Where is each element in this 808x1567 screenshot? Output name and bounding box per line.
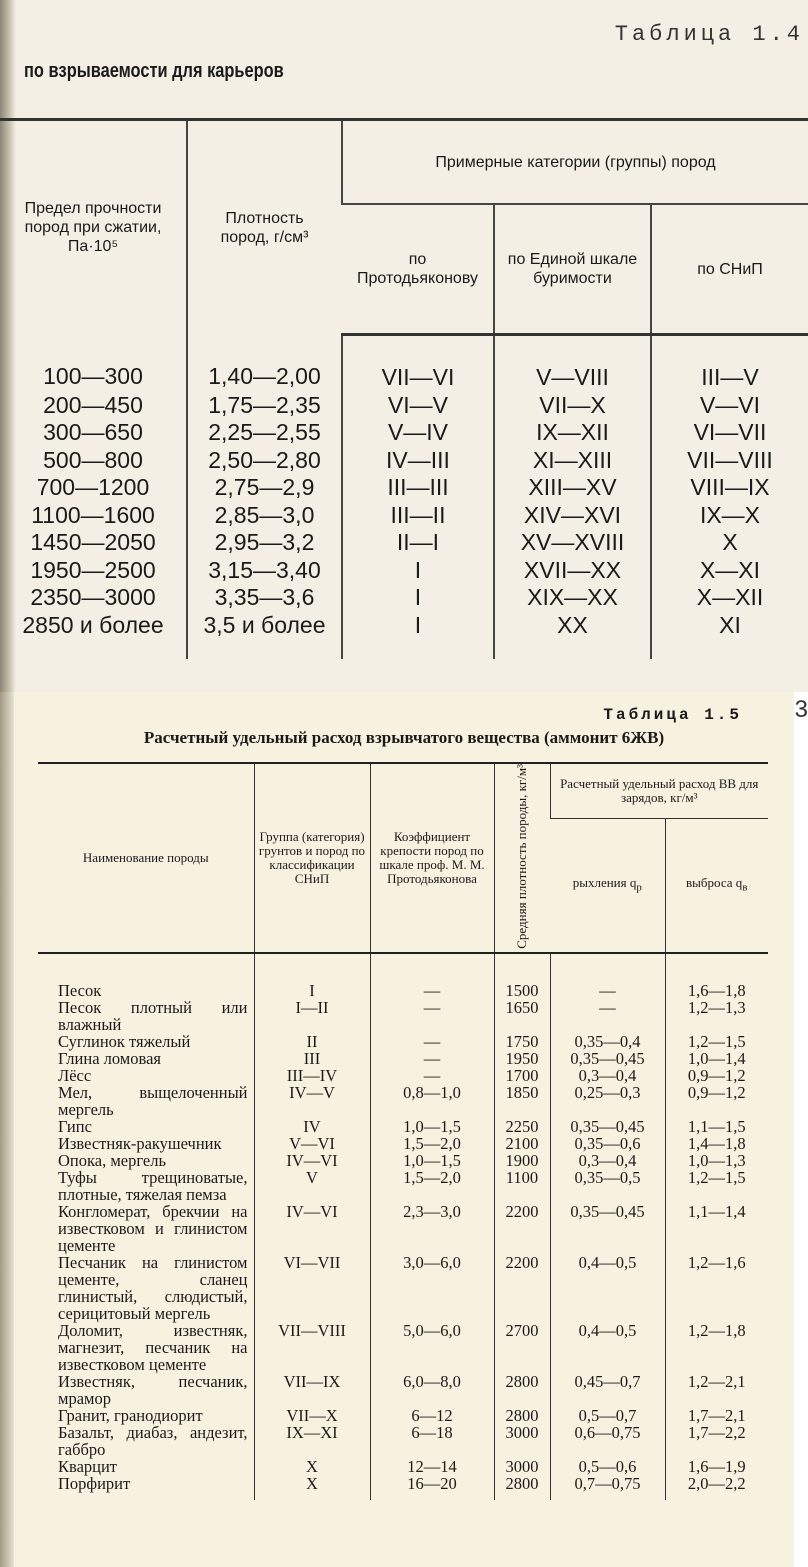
cell-drillability: IX—XII bbox=[494, 419, 651, 447]
cell-strength: 2850 и более bbox=[22, 611, 164, 638]
cell-rock-name: Песок bbox=[58, 980, 102, 1000]
table-row bbox=[38, 1152, 768, 1169]
table-1-4-body bbox=[0, 335, 808, 660]
cell-loosening: 0,3—0,4 bbox=[550, 1067, 665, 1084]
cell-strength-coef: — bbox=[370, 1033, 494, 1050]
cell-loosening: — bbox=[550, 953, 665, 999]
table-1-4-page bbox=[0, 0, 808, 692]
cell-protodyakonov: I bbox=[342, 584, 494, 612]
cell-protodyakonov: II—I bbox=[342, 529, 494, 557]
cell-snip: X—XII bbox=[651, 584, 808, 612]
cell-drillability: XX bbox=[494, 612, 651, 660]
cell-strength-coef: 3,0—6,0 bbox=[370, 1254, 494, 1322]
header-ejection-text: выброса q bbox=[686, 875, 743, 891]
cell-drillability: VII—X bbox=[494, 392, 651, 420]
cell-snip: X—XI bbox=[651, 557, 808, 585]
cell-drillability: XIV—XVI bbox=[494, 502, 651, 530]
table-1-5-page bbox=[14, 692, 794, 1567]
cell-avg-density: 2800 bbox=[494, 1407, 550, 1424]
cell-snip: VIII—IX bbox=[651, 474, 808, 502]
cell-snip-group: IV—VI bbox=[254, 1152, 370, 1169]
cell-rock-name: Базальт, диабаз, андезит, габбро bbox=[58, 1422, 248, 1459]
cell-snip-group: IX—XI bbox=[254, 1424, 370, 1458]
table-row bbox=[0, 447, 808, 475]
cell-rock-name: Гранит, гранодиорит bbox=[58, 1405, 203, 1425]
table-row bbox=[38, 1067, 768, 1084]
table-1-5-body bbox=[38, 953, 768, 1500]
cell-avg-density: 1650 bbox=[494, 999, 550, 1033]
cell-strength-coef: 1,0—1,5 bbox=[370, 1152, 494, 1169]
cell-protodyakonov: VII—VI bbox=[342, 335, 494, 392]
cell-avg-density: 1500 bbox=[494, 953, 550, 999]
cell-drillability: V—VIII bbox=[494, 335, 651, 392]
cell-strength-coef: 16—20 bbox=[370, 1475, 494, 1500]
cell-strength-coef: 2,3—3,0 bbox=[370, 1203, 494, 1254]
cell-strength: 700—1200 bbox=[36, 474, 150, 500]
cell-avg-density: 2250 bbox=[494, 1118, 550, 1135]
table-row bbox=[38, 1033, 768, 1050]
cell-ejection: 1,2—1,5 bbox=[665, 1033, 768, 1050]
cell-loosening: 0,35—0,4 bbox=[550, 1033, 665, 1050]
cell-loosening: 0,45—0,7 bbox=[550, 1373, 665, 1407]
cell-protodyakonov: I bbox=[342, 557, 494, 585]
header-snip: по СНиП bbox=[651, 204, 808, 335]
cell-density: 1,75—2,35 bbox=[187, 392, 342, 420]
cell-rock-name: Суглинок тяжелый bbox=[58, 1031, 191, 1051]
cell-avg-density: 1950 bbox=[494, 1050, 550, 1067]
table-row bbox=[38, 1118, 768, 1135]
table-row bbox=[0, 502, 808, 530]
cell-protodyakonov: III—III bbox=[342, 474, 494, 502]
cell-rock-name: Опока, мергель bbox=[58, 1150, 166, 1170]
table-row bbox=[38, 953, 768, 999]
cell-avg-density: 1900 bbox=[494, 1152, 550, 1169]
header-protodyakonov: по Протодьяконову bbox=[342, 204, 494, 335]
cell-loosening: 0,35—0,6 bbox=[550, 1135, 665, 1152]
cell-rock-name: Известняк, песчаник, мрамор bbox=[58, 1371, 248, 1408]
table-row bbox=[0, 529, 808, 557]
header-avg-density-text: Средняя плотность породы, кг/м³ bbox=[514, 764, 529, 949]
cell-snip-group: V—VI bbox=[254, 1135, 370, 1152]
cell-snip-group: I bbox=[254, 953, 370, 999]
cell-loosening: — bbox=[550, 999, 665, 1033]
cell-rock-name: Кварцит bbox=[58, 1456, 118, 1476]
cell-rock-name: Туфы трещиноватые, плотные, тяжелая пемза bbox=[58, 1167, 248, 1204]
table-row bbox=[38, 999, 768, 1033]
cell-strength-coef: — bbox=[370, 999, 494, 1033]
cell-snip-group: IV—V bbox=[254, 1084, 370, 1118]
cell-loosening: 0,35—0,5 bbox=[550, 1169, 665, 1203]
cell-avg-density: 2700 bbox=[494, 1322, 550, 1373]
header-rock-name: Наименование породы bbox=[38, 763, 254, 953]
cell-density: 2,50—2,80 bbox=[187, 447, 342, 475]
table-row bbox=[38, 1169, 768, 1203]
cell-density: 1,40—2,00 bbox=[187, 335, 342, 392]
cell-drillability: XIX—XX bbox=[494, 584, 651, 612]
cell-loosening: 0,4—0,5 bbox=[550, 1254, 665, 1322]
cell-strength-coef: — bbox=[370, 1050, 494, 1067]
table-row bbox=[38, 1424, 768, 1458]
cell-snip: VI—VII bbox=[651, 419, 808, 447]
cell-loosening: 0,3—0,4 bbox=[550, 1152, 665, 1169]
cell-density: 2,25—2,55 bbox=[187, 419, 342, 447]
cell-strength-coef: 5,0—6,0 bbox=[370, 1322, 494, 1373]
cell-snip: X bbox=[651, 529, 808, 557]
table-1-4 bbox=[0, 118, 808, 659]
cell-snip: V—VI bbox=[651, 392, 808, 420]
cell-snip-group: II bbox=[254, 1033, 370, 1050]
cell-density: 3,35—3,6 bbox=[187, 584, 342, 612]
header-ejection-sub: в bbox=[742, 881, 748, 894]
cell-avg-density: 1750 bbox=[494, 1033, 550, 1050]
cell-snip: III—V bbox=[651, 335, 808, 392]
cell-avg-density: 1100 bbox=[494, 1169, 550, 1203]
cell-avg-density: 2800 bbox=[494, 1475, 550, 1500]
cell-loosening: 0,7—0,75 bbox=[550, 1475, 665, 1500]
cell-strength: 300—650 bbox=[43, 419, 143, 445]
cell-rock-name: Известняк-ракушечник bbox=[58, 1133, 222, 1153]
cell-strength-coef: 1,5—2,0 bbox=[370, 1169, 494, 1203]
header-avg-density bbox=[494, 763, 550, 953]
cell-snip: IX—X bbox=[651, 502, 808, 530]
table-row bbox=[0, 474, 808, 502]
table-row bbox=[38, 1254, 768, 1322]
cell-ejection: 1,7—2,2 bbox=[665, 1424, 768, 1458]
cell-ejection: 1,1—1,4 bbox=[665, 1203, 768, 1254]
cell-ejection: 1,2—1,8 bbox=[665, 1322, 768, 1373]
table-row bbox=[0, 557, 808, 585]
cell-drillability: XV—XVIII bbox=[494, 529, 651, 557]
cell-loosening: 0,6—0,75 bbox=[550, 1424, 665, 1458]
cell-strength-coef: 0,8—1,0 bbox=[370, 1084, 494, 1118]
table-row bbox=[38, 1322, 768, 1373]
cell-ejection: 1,2—1,6 bbox=[665, 1254, 768, 1322]
cell-rock-name: Мел, выщелоченный мергель bbox=[58, 1082, 248, 1119]
table-1-5 bbox=[38, 762, 768, 1500]
cell-strength: 2350—3000 bbox=[30, 584, 156, 610]
cell-ejection: 0,9—1,2 bbox=[665, 1084, 768, 1118]
cell-density: 2,95—3,2 bbox=[187, 529, 342, 557]
cell-strength: 200—450 bbox=[43, 391, 143, 418]
header-loosening-sub: р bbox=[636, 881, 642, 894]
cell-strength-coef: 1,5—2,0 bbox=[370, 1135, 494, 1152]
cell-protodyakonov: III—II bbox=[342, 502, 494, 530]
cell-ejection: 1,7—2,1 bbox=[665, 1407, 768, 1424]
header-drillability: по Единой шкале буримости bbox=[494, 204, 651, 335]
header-strength-coef: Коэффициент крепости пород по шкале проф. М. М. Протодьяконова bbox=[370, 763, 494, 953]
cell-strength: 500—800 bbox=[43, 446, 143, 473]
cell-loosening: 0,25—0,3 bbox=[550, 1084, 665, 1118]
cell-snip-group: V bbox=[254, 1169, 370, 1203]
cell-loosening: 0,5—0,6 bbox=[550, 1458, 665, 1475]
table-row bbox=[38, 1458, 768, 1475]
header-loosening-text: рыхления q bbox=[572, 875, 637, 891]
cell-snip-group: VII—X bbox=[254, 1407, 370, 1424]
cell-ejection: 1,6—1,9 bbox=[665, 1458, 768, 1475]
cell-ejection: 1,6—1,8 bbox=[665, 953, 768, 999]
cell-loosening: 0,35—0,45 bbox=[550, 1050, 665, 1067]
cell-rock-name: Гипс bbox=[58, 1116, 92, 1136]
table-row bbox=[0, 392, 808, 420]
cell-avg-density: 2100 bbox=[494, 1135, 550, 1152]
cell-protodyakonov: V—IV bbox=[342, 419, 494, 447]
book-edge-strip bbox=[0, 692, 14, 1567]
cell-strength: 100—300 bbox=[43, 363, 143, 390]
header-strength: Предел прочности пород при сжатии, Па·10⁵ bbox=[0, 120, 187, 335]
table-1-5-title: Расчетный удельный расход взрывчатого вещества (аммонит 6ЖВ) bbox=[143, 728, 665, 747]
table-row bbox=[0, 612, 808, 660]
cell-ejection: 1,1—1,5 bbox=[665, 1118, 768, 1135]
cell-strength-coef: 6,0—8,0 bbox=[370, 1373, 494, 1407]
cell-strength: 1450—2050 bbox=[30, 529, 156, 555]
table-row bbox=[0, 419, 808, 447]
cell-snip-group: X bbox=[254, 1458, 370, 1475]
cell-ejection: 1,2—2,1 bbox=[665, 1373, 768, 1407]
cell-density: 3,15—3,40 bbox=[187, 557, 342, 585]
cell-protodyakonov: VI—V bbox=[342, 392, 494, 420]
cell-loosening: 0,5—0,7 bbox=[550, 1407, 665, 1424]
cell-snip-group: VII—IX bbox=[254, 1373, 370, 1407]
table-row bbox=[38, 1135, 768, 1152]
header-snip-group: Группа (категория) грунтов и пород по классификации СНиП bbox=[254, 763, 370, 953]
table-1-5-label: Таблица 1.5 bbox=[603, 706, 742, 724]
cell-rock-name: Глина ломовая bbox=[58, 1048, 161, 1068]
cell-avg-density: 3000 bbox=[494, 1458, 550, 1475]
cell-loosening: 0,35—0,45 bbox=[550, 1118, 665, 1135]
cell-ejection: 2,0—2,2 bbox=[665, 1475, 768, 1500]
table-row bbox=[38, 1084, 768, 1118]
cell-avg-density: 2800 bbox=[494, 1373, 550, 1407]
cell-snip: VII—VIII bbox=[651, 447, 808, 475]
cell-snip-group: III—IV bbox=[254, 1067, 370, 1084]
cell-strength-coef: — bbox=[370, 1067, 494, 1084]
page-mark: 3 bbox=[794, 696, 808, 723]
cell-snip-group: I—II bbox=[254, 999, 370, 1033]
cell-ejection: 1,2—1,3 bbox=[665, 999, 768, 1033]
cell-density: 2,75—2,9 bbox=[187, 474, 342, 502]
cell-protodyakonov: IV—III bbox=[342, 447, 494, 475]
cell-rock-name: Порфирит bbox=[58, 1473, 131, 1493]
table-row bbox=[38, 1050, 768, 1067]
table-row bbox=[38, 1407, 768, 1424]
cell-drillability: XIII—XV bbox=[494, 474, 651, 502]
header-density: Плотность пород, г/см³ bbox=[187, 120, 342, 335]
cell-strength-coef: — bbox=[370, 953, 494, 999]
cell-density: 3,5 и более bbox=[187, 612, 342, 660]
cell-ejection: 0,9—1,2 bbox=[665, 1067, 768, 1084]
cell-strength: 1100—1600 bbox=[31, 501, 155, 528]
cell-protodyakonov: I bbox=[342, 612, 494, 660]
table-row bbox=[0, 584, 808, 612]
cell-strength-coef: 6—12 bbox=[370, 1407, 494, 1424]
table-1-4-heading: по взрываемости для карьеров bbox=[24, 60, 284, 82]
cell-rock-name: Конгломерат, брекчии на известковом и глинистом цементе bbox=[58, 1201, 248, 1255]
cell-strength-coef: 12—14 bbox=[370, 1458, 494, 1475]
cell-snip-group: VII—VIII bbox=[254, 1322, 370, 1373]
cell-ejection: 1,0—1,4 bbox=[665, 1050, 768, 1067]
cell-snip-group: X bbox=[254, 1475, 370, 1500]
cell-avg-density: 1850 bbox=[494, 1084, 550, 1118]
table-row bbox=[0, 335, 808, 392]
header-loosening bbox=[550, 819, 665, 953]
header-consumption: Расчетный удельный расход ВВ для зарядов, кг/м³ bbox=[550, 763, 768, 819]
cell-avg-density: 1700 bbox=[494, 1067, 550, 1084]
header-rock-group: Примерные категории (группы) пород bbox=[342, 120, 808, 205]
cell-avg-density: 2200 bbox=[494, 1203, 550, 1254]
table-row bbox=[38, 1373, 768, 1407]
cell-rock-name: Доломит, известняк, магнезит, песчаник на известковом цементе bbox=[58, 1320, 248, 1374]
cell-strength: 1950—2500 bbox=[30, 556, 156, 583]
header-ejection bbox=[665, 819, 768, 953]
cell-ejection: 1,4—1,8 bbox=[665, 1135, 768, 1152]
table-row bbox=[38, 1203, 768, 1254]
cell-density: 2,85—3,0 bbox=[187, 502, 342, 530]
table-row bbox=[38, 1475, 768, 1500]
cell-avg-density: 2200 bbox=[494, 1254, 550, 1322]
cell-snip-group: III bbox=[254, 1050, 370, 1067]
cell-loosening: 0,35—0,45 bbox=[550, 1203, 665, 1254]
cell-rock-name: Лёсс bbox=[58, 1065, 92, 1085]
cell-strength-coef: 1,0—1,5 bbox=[370, 1118, 494, 1135]
cell-rock-name: Песок плотный или влажный bbox=[58, 997, 248, 1034]
cell-snip-group: VI—VII bbox=[254, 1254, 370, 1322]
cell-avg-density: 3000 bbox=[494, 1424, 550, 1458]
cell-rock-name: Песчаник на глинистом цементе, сланец глинистый, слюдистый, серицитовый мергель bbox=[58, 1252, 248, 1323]
cell-ejection: 1,0—1,3 bbox=[665, 1152, 768, 1169]
cell-drillability: XI—XIII bbox=[494, 447, 651, 475]
table-1-4-label: Таблица 1.4 bbox=[614, 22, 804, 47]
cell-ejection: 1,2—1,5 bbox=[665, 1169, 768, 1203]
cell-loosening: 0,4—0,5 bbox=[550, 1322, 665, 1373]
cell-strength-coef: 6—18 bbox=[370, 1424, 494, 1458]
cell-snip: XI bbox=[651, 612, 808, 660]
cell-snip-group: IV—VI bbox=[254, 1203, 370, 1254]
cell-drillability: XVII—XX bbox=[494, 557, 651, 585]
cell-snip-group: IV bbox=[254, 1118, 370, 1135]
